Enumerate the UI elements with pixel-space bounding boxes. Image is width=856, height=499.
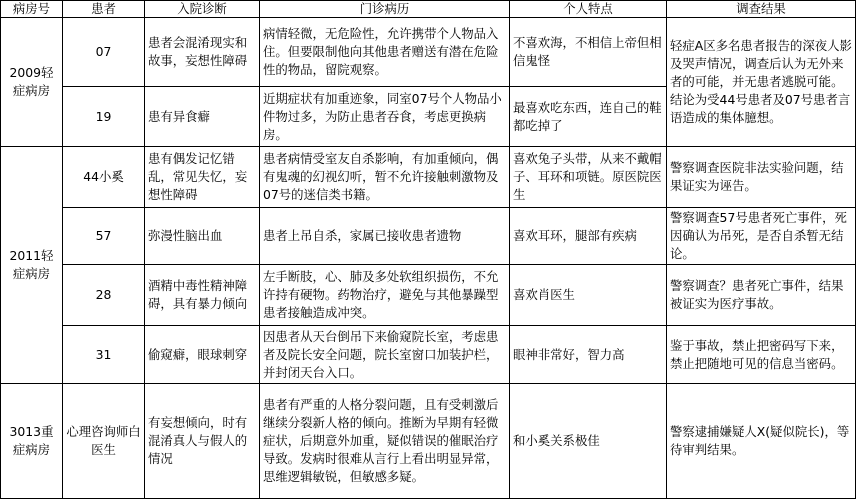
traits-cell: 和小奚关系极佳: [510, 384, 667, 499]
table-row: [1, 384, 856, 499]
room-cell: 3013重症病房: [1, 384, 63, 499]
result-cell: 警察调查医院非法实验问题，结果证实为诬告。: [667, 147, 856, 208]
table-row: [1, 265, 856, 326]
record-cell: 患者病情受室友自杀影响，有加重倾向，偶有鬼魂的幻视幻听，暂不允许接触刺激物及07号的迷信类书籍。: [260, 147, 510, 208]
patient-id: 28: [63, 265, 145, 326]
diagnosis-cell: 偷窥癖，眼球刺穿: [145, 326, 260, 384]
traits-cell: 喜欢兔子头带，从来不戴帽子、耳环和项链。原医院医生: [510, 147, 667, 208]
traits-cell: 不喜欢海，不相信上帝但相信鬼怪: [510, 18, 667, 87]
result-cell: 鉴于事故，禁止把密码写下来，禁止把随地可见的信息当密码。: [667, 326, 856, 384]
traits-cell: 喜欢肖医生: [510, 265, 667, 326]
patient-id: 57: [63, 208, 145, 265]
room-cell: 2011轻症病房: [1, 147, 63, 384]
traits-cell: 最喜欢吃东西，连自己的鞋都吃掉了: [510, 87, 667, 147]
diagnosis-cell: 患者会混淆现实和故事，妄想性障碍: [145, 18, 260, 87]
header-row: [1, 1, 856, 18]
diagnosis-cell: 弥漫性脑出血: [145, 208, 260, 265]
patient-id: 心理咨询师白医生: [63, 384, 145, 499]
header-diagnosis: 入院诊断: [145, 1, 260, 18]
patient-id: 44小奚: [63, 147, 145, 208]
record-cell: 患者有严重的人格分裂问题，且有受刺激后继续分裂新人格的倾向。推断为早期有轻微症状，后期意外加重，疑似错误的催眠治疗导致。发病时很难从言行上看出明显异常，思维逻辑敏锐，但敏感多疑。: [260, 384, 510, 499]
record-cell: 患者上吊自杀，家属已接收患者遗物: [260, 208, 510, 265]
header-traits: 个人特点: [510, 1, 667, 18]
record-cell: 近期症状有加重迹象，同室07号个人物品小件物过多，为防止患者吞食，考虑更换病房。: [260, 87, 510, 147]
patient-id: 07: [63, 18, 145, 87]
header-record: 门诊病历: [260, 1, 510, 18]
table-row: [1, 208, 856, 265]
result-cell: 警察调查57号患者死亡事件，死因确认为吊死，是否自杀暂无结论。: [667, 208, 856, 265]
traits-cell: 喜欢耳环，腿部有疾病: [510, 208, 667, 265]
table-row: [1, 18, 856, 87]
room-cell: 2009轻症病房: [1, 18, 63, 147]
header-room: 病房号: [1, 1, 63, 18]
diagnosis-cell: 有妄想倾向，时有混淆真人与假人的情况: [145, 384, 260, 499]
diagnosis-cell: 患有偶发记忆错乱，常见失忆，妄想性障碍: [145, 147, 260, 208]
record-cell: 因患者从天台倒吊下来偷窥院长室，考虑患者及院长安全问题，院长室窗口加装护栏，并封闭天台入口。: [260, 326, 510, 384]
header-patient: 患者: [63, 1, 145, 18]
record-cell: 左手断肢，心、肺及多处软组织损伤，不允许持有硬物。药物治疗，避免与其他暴躁型患者接触造成冲突。: [260, 265, 510, 326]
result-cell: 警察逮捕嫌疑人X(疑似院长)，等待审判结果。: [667, 384, 856, 499]
traits-cell: 眼神非常好，智力高: [510, 326, 667, 384]
patient-id: 19: [63, 87, 145, 147]
table-row: [1, 147, 856, 208]
diagnosis-cell: 酒精中毒性精神障碍，具有暴力倾向: [145, 265, 260, 326]
result-cell: 警察调查？患者死亡事件，结果被证实为医疗事故。: [667, 265, 856, 326]
diagnosis-cell: 患有异食癖: [145, 87, 260, 147]
patient-id: 31: [63, 326, 145, 384]
result-cell: 轻症A区多名患者报告的深夜人影及哭声情况，调查后认为无外来者的可能，并无患者逃脱可能。结论为受44号患者及07号患者言语造成的集体臆想。: [667, 18, 856, 147]
header-result: 调查结果: [667, 1, 856, 18]
table-row: [1, 326, 856, 384]
record-cell: 病情轻微，无危险性，允许携带个人物品入住。但要限制他向其他患者赠送有潜在危险性的物品，留院观察。: [260, 18, 510, 87]
